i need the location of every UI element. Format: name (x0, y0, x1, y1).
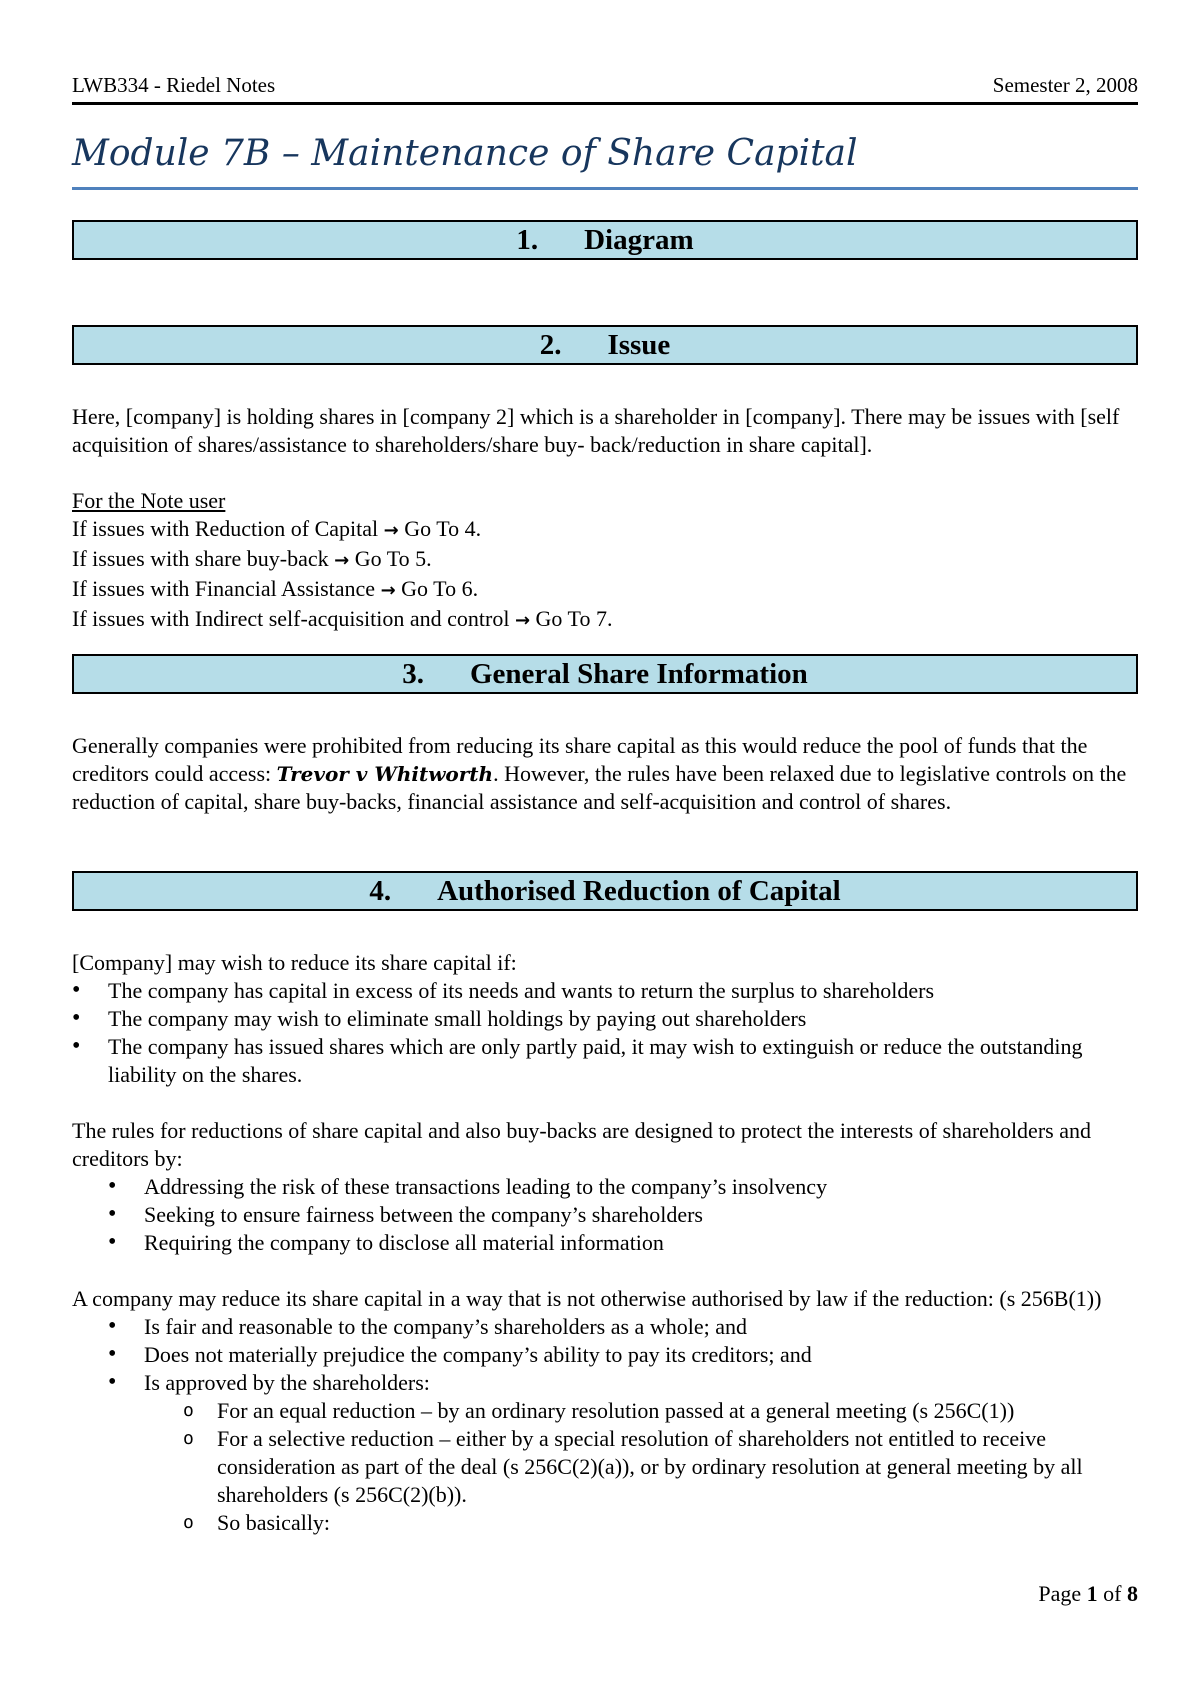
issue-paragraph: Here, [company] is holding shares in [company 2] which is a shareholder in [company]. There may be issues with [self acquisition of shares/assistance to shareholders/share buy- back/reduction in share capital]. (72, 404, 1120, 457)
arrow-right-icon: → (514, 610, 531, 631)
list-item: • The company has capital in excess of its needs and wants to return the surplus to shareholders (72, 977, 1138, 1005)
section-heading-reduction (72, 871, 1138, 911)
note-line: If issues with Reduction of Capital → Go To 4. (72, 516, 482, 541)
issue-body (72, 403, 1138, 635)
list-item: o For an equal reduction – by an ordinary resolution passed at a general meeting (s 256C(1)) (72, 1397, 1138, 1425)
s256b-intro: A company may reduce its share capital in a way that is not otherwise authorised by law if the reduction: (s 256B(1)) (72, 1286, 1102, 1311)
general-body (72, 732, 1138, 816)
general-paragraph: Generally companies were prohibited from reducing its share capital as this would reduce the pool of funds that the creditors could access: Trevor v Whitworth. However, the rules have been relaxed due to legislative controls on the reduction of capital, share buy-backs, financial assistance and self-acquisition and control of shares. (72, 733, 1127, 814)
section-heading-diagram (72, 220, 1138, 260)
section-label: Authorised Reduction of Capital (437, 875, 841, 907)
list-item: • Requiring the company to disclose all material information (72, 1229, 1138, 1257)
reasons-list (72, 977, 1138, 1089)
arrow-right-icon: → (334, 550, 350, 571)
arrow-right-icon: → (380, 580, 396, 601)
reduction-body (72, 949, 1138, 1537)
list-item: • Seeking to ensure fairness between the company’s shareholders (72, 1201, 1138, 1229)
section-number: 3. (402, 658, 424, 690)
page-title: Module 7B – Maintenance of Share Capital (72, 132, 1138, 190)
rules-intro: The rules for reductions of share capital and also buy-backs are designed to protect the interests of shareholders and creditors by: (72, 1118, 1091, 1171)
section-number: 1. (516, 224, 539, 256)
section-number: 4. (369, 875, 392, 907)
list-item: • Does not materially prejudice the company’s ability to pay its creditors; and (72, 1341, 1138, 1369)
approval-list (72, 1397, 1138, 1537)
note-heading: For the Note user (72, 488, 226, 513)
section-number: 2. (539, 329, 562, 361)
page-number: Page 1 of 8 (1038, 1581, 1138, 1606)
conditions-list (72, 1313, 1138, 1397)
list-item: o So basically: (72, 1509, 1138, 1537)
section-heading-issue (72, 325, 1138, 365)
section-heading-general (72, 654, 1138, 694)
header-semester: Semester 2, 2008 (992, 73, 1138, 97)
section-label: Diagram (584, 224, 694, 256)
rules-list (72, 1173, 1138, 1257)
note-line: If issues with Indirect self-acquisition and control → Go To 7. (72, 606, 613, 631)
reduction-intro: [Company] may wish to reduce its share capital if: (72, 950, 517, 975)
list-item: • Addressing the risk of these transactions leading to the company’s insolvency (72, 1173, 1138, 1201)
arrow-right-icon: → (383, 520, 399, 541)
note-line: If issues with share buy-back → Go To 5. (72, 546, 432, 571)
header-course: LWB334 - Riedel Notes (72, 73, 276, 97)
list-item: • The company has issued shares which are only partly paid, it may wish to extinguish or reduce the outstanding liability on the shares. (72, 1033, 1138, 1089)
list-item: o For a selective reduction – either by a special resolution of shareholders not entitled to receive consideration as part of the deal (s 256C(2)(a)), or by ordinary resolution at general meeting by all shareholders (s 256C(2)(b)). (72, 1425, 1138, 1509)
list-item: • Is approved by the shareholders: (72, 1369, 1138, 1397)
note-line: If issues with Financial Assistance → Go To 6. (72, 576, 479, 601)
list-item: • Is fair and reasonable to the company’s shareholders as a whole; and (72, 1313, 1138, 1341)
case-citation: Trevor v Whitworth (276, 762, 494, 786)
page-header (72, 72, 1138, 105)
section-label: General Share Information (469, 658, 808, 690)
list-item: • The company may wish to eliminate small holdings by paying out shareholders (72, 1005, 1138, 1033)
section-label: Issue (607, 329, 671, 361)
